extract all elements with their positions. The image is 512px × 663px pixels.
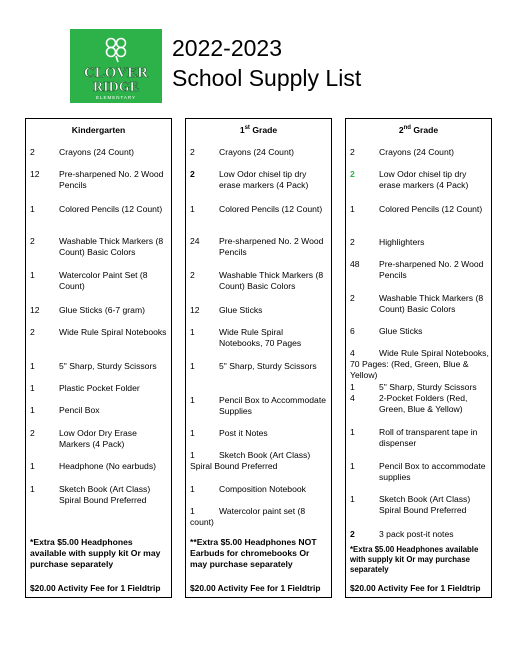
logo-text-ridge: RIDGE bbox=[93, 80, 139, 95]
school-year: 2022-2023 bbox=[172, 35, 282, 61]
page-title bbox=[172, 33, 361, 93]
logo-text-clover: CLOVER bbox=[83, 65, 149, 81]
list-title: School Supply List bbox=[172, 65, 362, 91]
list-item: 4 Wide Rule Spiral Notebooks, 70 Pages: (Red, Green, Blue & Yellow) bbox=[350, 348, 489, 380]
kindergarten-column: Kindergarten 2 Crayons (24 Count) 12 Pre-sharpened No. 2 Wood Pencils 1 Colored Pencils (12 Count) 2 Washable Thick Markers (8 Count) Basic Colors 1 Watercolor Paint Set (8 Count) 12 Glue Sticks (6-7 gram) 2 Wide Rule Spiral Notebooks 1 5" Sharp, Sturdy Scissors 1 Plastic Pocket Folder 1 Pencil Box 2 Low Odor Dry Erase Markers (4 Pack) 1 Headphone (No earbuds) 1 Sketch Book (Art Class) Spiral Bound Preferred *Extra $5.00 Headphones available with supply kit Or may purchase separately $20.00 Activity Fee for 1 Fieldtrip bbox=[25, 118, 172, 598]
first-grade-column: 1st Grade 2 Crayons (24 Count) 2 Low Odor chisel tip dry erase markers (4 Pack) 1 Colored Pencils (12 Count) 24 Pre-sharpened No. 2 Wood Pencils 2 Washable Thick Markers (8 Count) Basic Colors 12 Glue Sticks 1 Wide Rule Spiral Notebooks, 70 Pages 1 5" Sharp, Sturdy Scissors 1 Pencil Box to Accommodate Supplies 1 Post it Notes 1 Sketch Book (Art Class) Spiral Bound Preferred 1 Composition Notebook 1 Watercolor paint set (8 count) **Extra $5.00 Headphones NOT Earbuds for chromebooks Or may purchase separately $20.00 Activity Fee for 1 Fieldtrip bbox=[185, 118, 332, 598]
activity-fee: $20.00 Activity Fee for 1 Fieldtrip bbox=[30, 583, 161, 593]
clover-icon bbox=[107, 39, 126, 63]
headphones-note: *Extra $5.00 Headphones available with supply kit Or may purchase separately bbox=[30, 537, 161, 569]
headphones-note: **Extra $5.00 Headphones NOT Earbuds for chromebooks Or may purchase separately bbox=[190, 537, 317, 569]
headphones-note: *Extra $5.00 Headphones available with supply kit Or may purchase separately bbox=[350, 545, 479, 574]
second-grade-column: 2nd Grade 2 Crayons (24 Count) 2 Low Odor chisel tip dry erase markers (4 Pack) 1 Colored Pencils (12 Count) 2 Highlighters 48 Pre-sharpened No. 2 Wood Pencils 2 Washable Thick Markers (8 Count) Basic Colors 6 Glue Sticks 4 Wide Rule Spiral Notebooks, 70 Pages: (Red, Green, Blue & Yellow) 1 5" Sharp, Sturdy Scissors 4 2-Pocket Folders (Red, Green, Blue & Yellow) 1 Roll of transparent tape in dispenser 1 Pencil Box to accommodate supplies 1 Sketch Book (Art Class) Spiral Bound Preferred 2 3 pack post-it notes *Extra $5.00 Headphones available with supply kit Or may purchase separately $20.00 Activity Fee for 1 Fieldtrip bbox=[345, 118, 492, 598]
kindergarten-heading: Kindergarten bbox=[71, 125, 126, 135]
second-grade-heading: 2nd Grade bbox=[398, 125, 439, 135]
list-item: 1 Sketch Book (Art Class) Spiral Bound Preferred bbox=[190, 450, 311, 471]
logo-text-elementary: ELEMENTARY bbox=[95, 95, 137, 100]
list-item: 1 Watercolor paint set (8 count) bbox=[190, 506, 306, 527]
activity-fee: $20.00 Activity Fee for 1 Fieldtrip bbox=[190, 583, 321, 593]
school-logo bbox=[70, 29, 162, 103]
activity-fee: $20.00 Activity Fee for 1 Fieldtrip bbox=[350, 583, 481, 593]
first-grade-heading: 1st Grade bbox=[239, 125, 278, 135]
